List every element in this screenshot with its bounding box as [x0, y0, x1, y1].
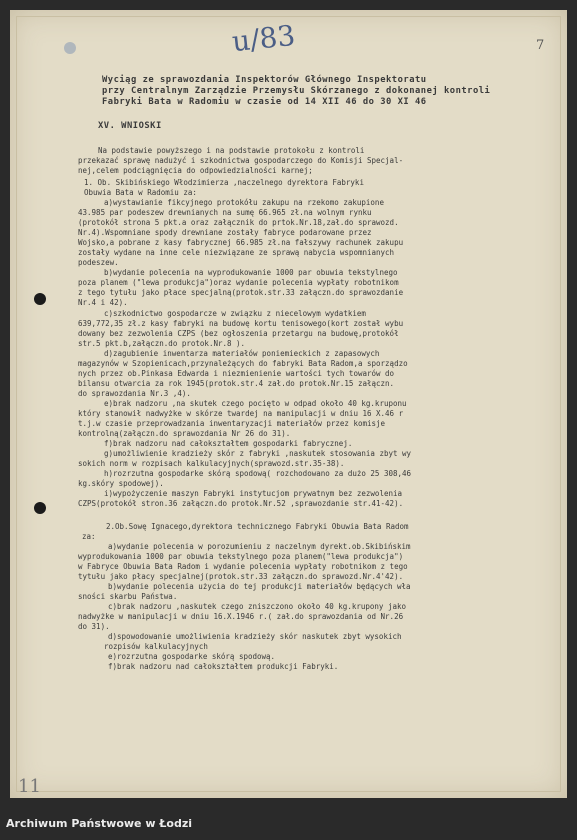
text-line: sokich norm w rozpisach kalkulacyjnych(sprawozd.str.35-38). [78, 459, 345, 468]
text-line: d)zagubienie inwentarza materiałów poniemieckich z zapasowych [104, 349, 380, 358]
text-line: za: [82, 532, 96, 541]
text-line: Wojsko,a pobrane z kasy fabrycznej 66.985 zł.na fałszywy rachunek zakupu [78, 238, 404, 247]
text-line: t.j.w czasie przeprowadzania inwentaryzacji materiałów przez komisje [78, 419, 386, 428]
text-line: f)brak nadzoru nad całokształtem produkcji Fabryki. [108, 662, 339, 671]
text-line: a)wydanie polecenia w porozumieniu z naczelnym dyrekt.ob.Skibińskim [108, 542, 411, 551]
text-line: który stanowił nadwyżke w skórze twardej na manipulacji w dniu 16 X.46 r [78, 409, 404, 418]
text-line: rozpisów kalkulacyjnych [104, 642, 208, 651]
text-line: (protokół strona 5 pkt.a oraz załącznik do prtok.Nr.18,zał.do sprawozd. [78, 218, 399, 227]
text-line: Nr.4).Wspomniane spody drewniane zostały fabryce podarowane przez [78, 228, 372, 237]
punch-hole-middle [34, 293, 46, 305]
text-line: przekazać sprawę nadużyć i szkodnictwa gospodarczego do Komisji Specjal- [78, 156, 404, 165]
text-line: zostały wydane na inne cele niezwiązane ze sprawą nabycia wspomnianych [78, 248, 395, 257]
punch-hole-top [64, 42, 76, 54]
text-line: a)wystawianie fikcyjnego protokółu zakupu na rzekomo zakupione [104, 198, 384, 207]
text-line: z tego tytułu jako płace specjalną(protok.str.33 załączn.do sprawozdanie [78, 288, 404, 297]
text-line: 43.985 par podeszew drewnianych na sumę 66.965 zł.na wolnym rynku [78, 208, 372, 217]
text-line: i)wypożyczenie maszyn Fabryki instytucjom prywatnym bez zezwolenia [104, 489, 403, 498]
punch-hole-lower [34, 502, 46, 514]
text-line: magazynów w Szopienicach,przynależących do fabryki Bata Radom,a sporządzo [78, 359, 408, 368]
text-line: nej,celem podciągnięcia do odpowiedzialności karnej; [78, 166, 313, 175]
text-line: nadwyżke w manipulacji w dniu 16.X.1946 r.( zał.do sprawozdania od Nr.26 [78, 612, 404, 621]
text-line: XV. WNIOSKI [98, 121, 162, 131]
text-line: str.5 pkt.b,załączn.do protok.Nr.8 ). [78, 339, 246, 348]
text-line: przy Centralnym Zarządzie Przemysłu Skórzanego z dokonanej kontroli [102, 86, 491, 96]
text-line: CZPS(protokół stron.36 załączn.do protok.Nr.52 ,sprawozdanie str.41-42). [78, 499, 404, 508]
text-line: e)rozrzutna gospodarke skórą spodową. [108, 652, 276, 661]
text-line: 1. Ob. Skibińskiego Włodzimierza ,naczelnego dyrektora Fabryki [84, 178, 364, 187]
text-line: e)brak nadzoru ,na skutek czego pocięto w odpad około 40 kg.kruponu [104, 399, 407, 408]
text-line: f)brak nadzoru nad całokształtem gospodarki fabrycznej. [104, 439, 353, 448]
text-line: bilansu otwarcia za rok 1945(protok.str.4 zał.do protok.Nr.15 załączn. [78, 379, 395, 388]
text-line: podeszew. [78, 258, 119, 267]
text-line: 639,772,35 zł.z kasy fabryki na budowę kortu tenisowego(kort został wybu [78, 319, 404, 328]
text-line: Nr.4 i 42). [78, 298, 128, 307]
text-line: kg.skóry spodowej). [78, 479, 164, 488]
text-line: sności skarbu Państwa. [78, 592, 178, 601]
page-number: 7 [536, 38, 545, 53]
text-line: b)wydanie polecenia na wyprodukowanie 1000 par obuwia tekstylnego [104, 268, 398, 277]
text-line: w Fabryce Obuwia Bata Radom i wydanie polecenia wypłaty robotnikom z tego [78, 562, 408, 571]
archive-label: Archiwum Państwowe w Łodzi [6, 817, 193, 830]
text-line: Fabryki Bata w Radomiu w czasie od 14 XII 46 do 30 XI 46 [102, 97, 427, 107]
text-line: c)brak nadzoru ,naskutek czego zniszczono około 40 kg.krupony jako [108, 602, 407, 611]
handwritten-annotation: u/83 [230, 18, 297, 59]
text-line: Na podstawie powyższego i na podstawie protokołu z kontroli [98, 146, 365, 155]
text-line: kontrolną(załączn.do sprawozdania Nr 26 do 31). [78, 429, 291, 438]
bottom-mark: 11 [18, 776, 41, 797]
text-line: wyprodukowania 1000 par obuwia tekstylnego poza planem("lewa produkcja") [78, 552, 404, 561]
text-line: nych przez ob.Pinkasa Edwarda i niezmienienie wartości tych towarów do [78, 369, 395, 378]
text-line: do 31). [78, 622, 110, 631]
text-line: b)wydanie polecenia użycia do tej produkcji materiałów będących wła [108, 582, 411, 591]
text-line: tytułu jako płacy specjalnej(protok.str.33 załączn.do sprawozd.Nr.4'42). [78, 572, 404, 581]
text-line: poza planem ("lewa produkcja")oraz wydanie polecenia wypłaty robotnikom [78, 278, 399, 287]
text-line: h)rozrzutna gospodarke skórą spodową( rozchodowano za dużo 25 308,46 [104, 469, 412, 478]
text-line: do sprawozdania Nr.3 ,4). [78, 389, 191, 398]
text-line: dowany bez zezwolenia CZPS (bez ogłoszenia przetargu na budowę,protokół [78, 329, 399, 338]
text-line: 2.Ob.Sowę Ignacego,dyrektora technicznego Fabryki Obuwia Bata Radom [106, 522, 409, 531]
document-page [10, 10, 567, 798]
text-line: g)umożliwienie kradzieży skór z fabryki ,naskutek stosowania zbyt wy [104, 449, 412, 458]
text-line: c)szkodnictwo gospodarcze w związku z niecelowym wydatkiem [104, 309, 366, 318]
text-line: Obuwia Bata w Radomiu za: [84, 188, 197, 197]
text-line: Wyciąg ze sprawozdania Inspektorów Głównego Inspektoratu [102, 75, 427, 85]
text-line: d)spowodowanie umożliwienia kradzieży skór naskutek zbyt wysokich [108, 632, 402, 641]
